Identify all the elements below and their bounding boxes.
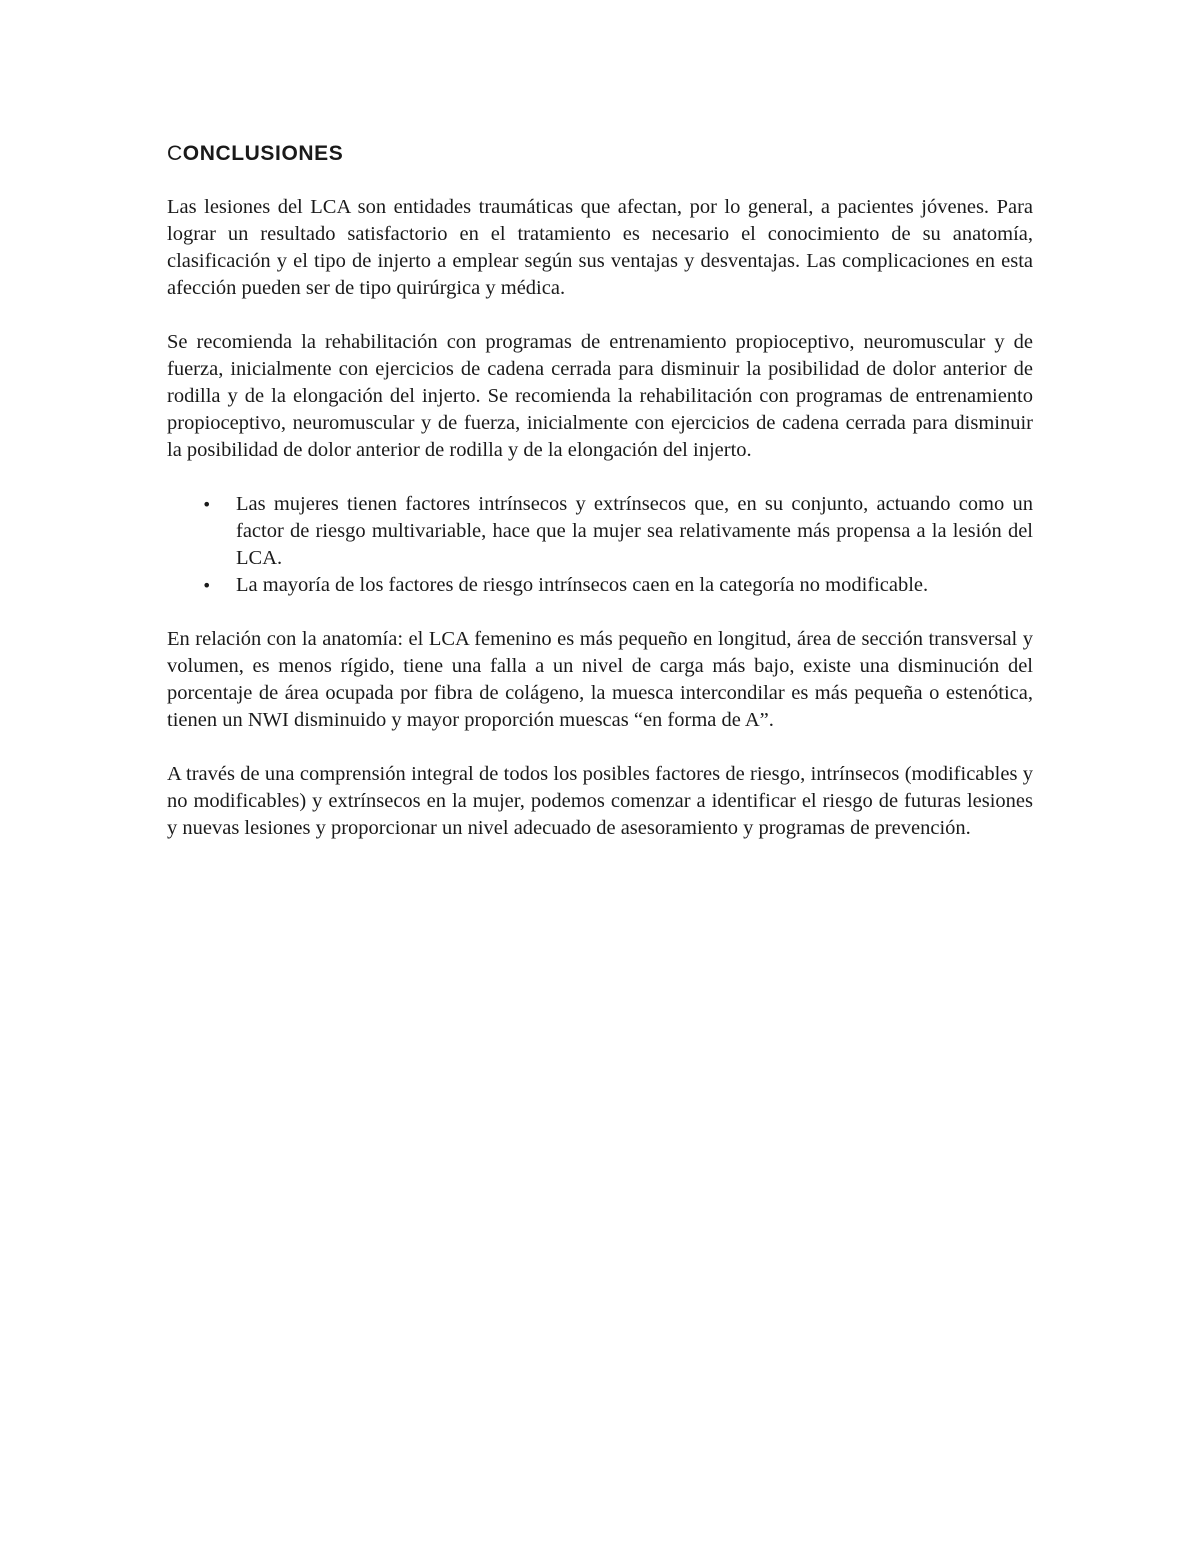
- paragraph-prevention: A través de una comprensión integral de todos los posibles factores de riesgo, intrínsecos (modificables y no modificables) y extrínsecos en la mujer, podemos comenzar a identificar el riesgo de futuras lesiones y nuevas lesiones y proporcionar un nivel adecuado de asesoramiento y programas de prevención.: [167, 763, 1033, 839]
- list-item-text: Las mujeres tienen factores intrínsecos y extrínsecos que, en su conjunto, actuando como un factor de riesgo multivariable, hace que la mujer sea relativamente más propensa a la lesión del LCA.: [236, 493, 1033, 569]
- bullet-list: [167, 491, 1033, 599]
- page-title: [167, 140, 1033, 167]
- title-rest: ONCLUSIONES: [182, 142, 344, 165]
- bullet-icon: •: [202, 495, 212, 514]
- paragraph-rehabilitation: Se recomienda la rehabilitación con programas de entrenamiento propioceptivo, neuromuscular y de fuerza, inicialmente con ejercicios de cadena cerrada para disminuir la posibilidad de dolor anterior de rodilla y de la elongación del injerto. Se recomienda la rehabilitación con programas de entrenamiento propioceptivo, neuromuscular y de fuerza, inicialmente con ejercicios de cadena cerrada para disminuir la posibilidad de dolor anterior de rodilla y de la elongación del injerto.: [167, 331, 1033, 461]
- paragraph-anatomy: En relación con la anatomía: el LCA femenino es más pequeño en longitud, área de sección transversal y volumen, es menos rígido, tiene una falla a un nivel de carga más bajo, existe una disminución del porcentaje de área ocupada por fibra de colágeno, la muesca intercondilar es más pequeña o estenótica, tienen un NWI disminuido y mayor proporción muescas “en forma de A”.: [167, 628, 1033, 731]
- document-body: [167, 140, 1033, 869]
- bullet-icon: •: [202, 576, 212, 595]
- paragraph-intro: Las lesiones del LCA son entidades traumáticas que afectan, por lo general, a pacientes jóvenes. Para lograr un resultado satisfactorio en el tratamiento es necesario el conocimiento de su anatomía, clasificación y el tipo de injerto a emplear según sus ventajas y desventajas. Las complicaciones en esta afección pueden ser de tipo quirúrgica y médica.: [167, 196, 1033, 299]
- list-item: [202, 572, 1033, 599]
- title-first-letter: C: [167, 142, 183, 165]
- list-item-text: La mayoría de los factores de riesgo intrínsecos caen en la categoría no modificable.: [236, 574, 929, 596]
- list-item: [202, 491, 1033, 572]
